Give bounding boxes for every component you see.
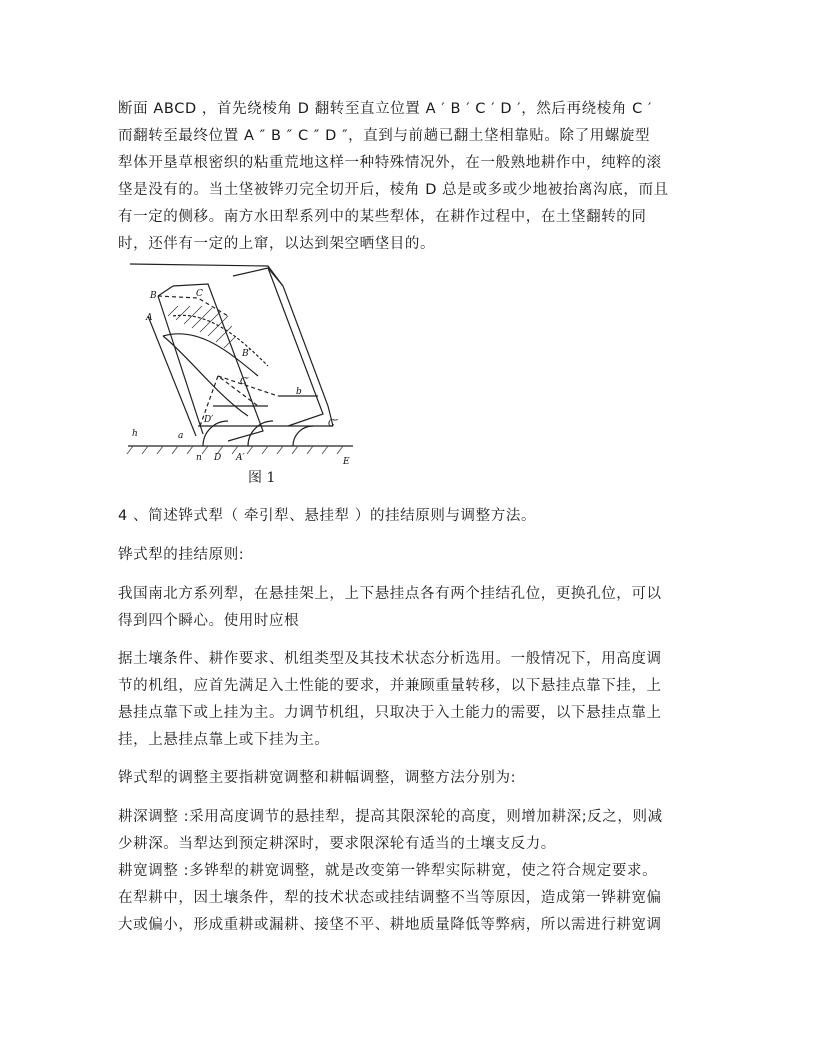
- text-line: 大或偏小，形成重耕或漏耕、接垡不平、耕地质量降低等弊病，所以需进行耕宽调: [118, 917, 662, 933]
- text-line: 有一定的侧移。南方水田犁系列中的某些犁体，在耕作过程中，在土垡翻转的同: [118, 209, 647, 225]
- label-n: n: [196, 453, 202, 463]
- label-C-prime: C′: [240, 377, 249, 387]
- label-C: C: [196, 289, 203, 299]
- label-h: h: [132, 429, 138, 439]
- section-heading-hitch-principle: [118, 542, 698, 569]
- paragraph-width-adjustment: [118, 858, 698, 939]
- text-line: 节的机组，应首先满足入土性能的要求，并兼顾重量转移，以下悬挂点靠下挂，上: [118, 678, 662, 694]
- figure-soil-slice-diagram: [118, 256, 363, 486]
- text-line: 铧式犁的调整主要指耕宽调整和耕幅调整，调整方法分别为:: [118, 770, 517, 786]
- soil-rotation-diagram: [118, 256, 363, 471]
- label-C-double-prime: C″: [328, 419, 339, 429]
- text-line: 少耕深。当犁达到预定耕深时，要求限深轮有适当的土壤支反力。: [118, 836, 556, 852]
- paragraph-adjustment-intro: [118, 765, 698, 792]
- text-line: 我国南北方系列犁，在悬挂架上，上下悬挂点各有两个挂结孔位，更换孔位，可以: [118, 586, 662, 602]
- text-line: 时，还伴有一定的上窜，以达到架空晒垡目的。: [118, 236, 436, 252]
- text-line: 耕宽调整 :多铧犁的耕宽调整，就是改变第一铧犁实际耕宽，使之符合规定要求。: [118, 863, 658, 879]
- text-line: 据土壤条件、耕作要求、机组类型及其技术状态分析选用。一般情况下，用高度调: [118, 651, 662, 667]
- text-line: 得到四个瞬心。使用时应根: [118, 613, 300, 629]
- label-D-prime: D′: [204, 415, 214, 425]
- question-heading: [118, 503, 698, 530]
- paragraph-depth-adjustment: [118, 804, 698, 858]
- text-line: 铧式犁的挂结原则:: [118, 547, 245, 563]
- text-line: 垡是没有的。当土垡被铧刃完全切开后，棱角 D 总是或多或少地被抬离沟底，而且: [118, 182, 669, 198]
- paragraph-soil-rotation: [118, 96, 698, 258]
- paragraph-hitch-selection: [118, 646, 698, 754]
- paragraph-hitch-points: [118, 581, 698, 635]
- figure-caption: 图 1: [248, 470, 276, 486]
- text-line: 耕深调整 :采用高度调节的悬挂犁，提高其限深轮的高度，则增加耕深;反之，则减: [118, 809, 663, 825]
- text-line: 悬挂点靠下或上挂为主。力调节机组，只取决于入土能力的需要，以下悬挂点靠上: [118, 705, 662, 721]
- text-line: 而翻转至最终位置 A ″ B ″ C ″ D ″，直到与前趟已翻土垡相靠贴。除了用螺旋型: [118, 128, 651, 144]
- label-a: a: [178, 431, 184, 441]
- label-A-prime: A′: [236, 453, 245, 463]
- label-E: E: [343, 457, 350, 467]
- text-line: 4 、简述铧式犁（ 牵引犁、悬挂犁 ）的挂结原则与调整方法。: [118, 508, 537, 524]
- label-B: B: [150, 291, 157, 301]
- label-b: b: [296, 387, 302, 397]
- text-line: 犁体开垦草根密织的粘重荒地这样一种特殊情况外，在一般熟地耕作中，纯粹的滚: [118, 155, 662, 171]
- label-B-prime: B′: [242, 349, 251, 359]
- label-A: A: [146, 313, 153, 323]
- text-line: 断面 ABCD ，首先绕棱角 D 翻转至直立位置 A ′ B ′ C ′ D ′，然后再绕棱角 C ′: [118, 101, 652, 117]
- text-line: 挂，上悬挂点靠上或下挂为主。: [118, 732, 330, 748]
- text-line: 在犁耕中，因土壤条件，犁的技术状态或挂结调整不当等原因，造成第一铧耕宽偏: [118, 890, 662, 906]
- label-D: D: [214, 453, 222, 463]
